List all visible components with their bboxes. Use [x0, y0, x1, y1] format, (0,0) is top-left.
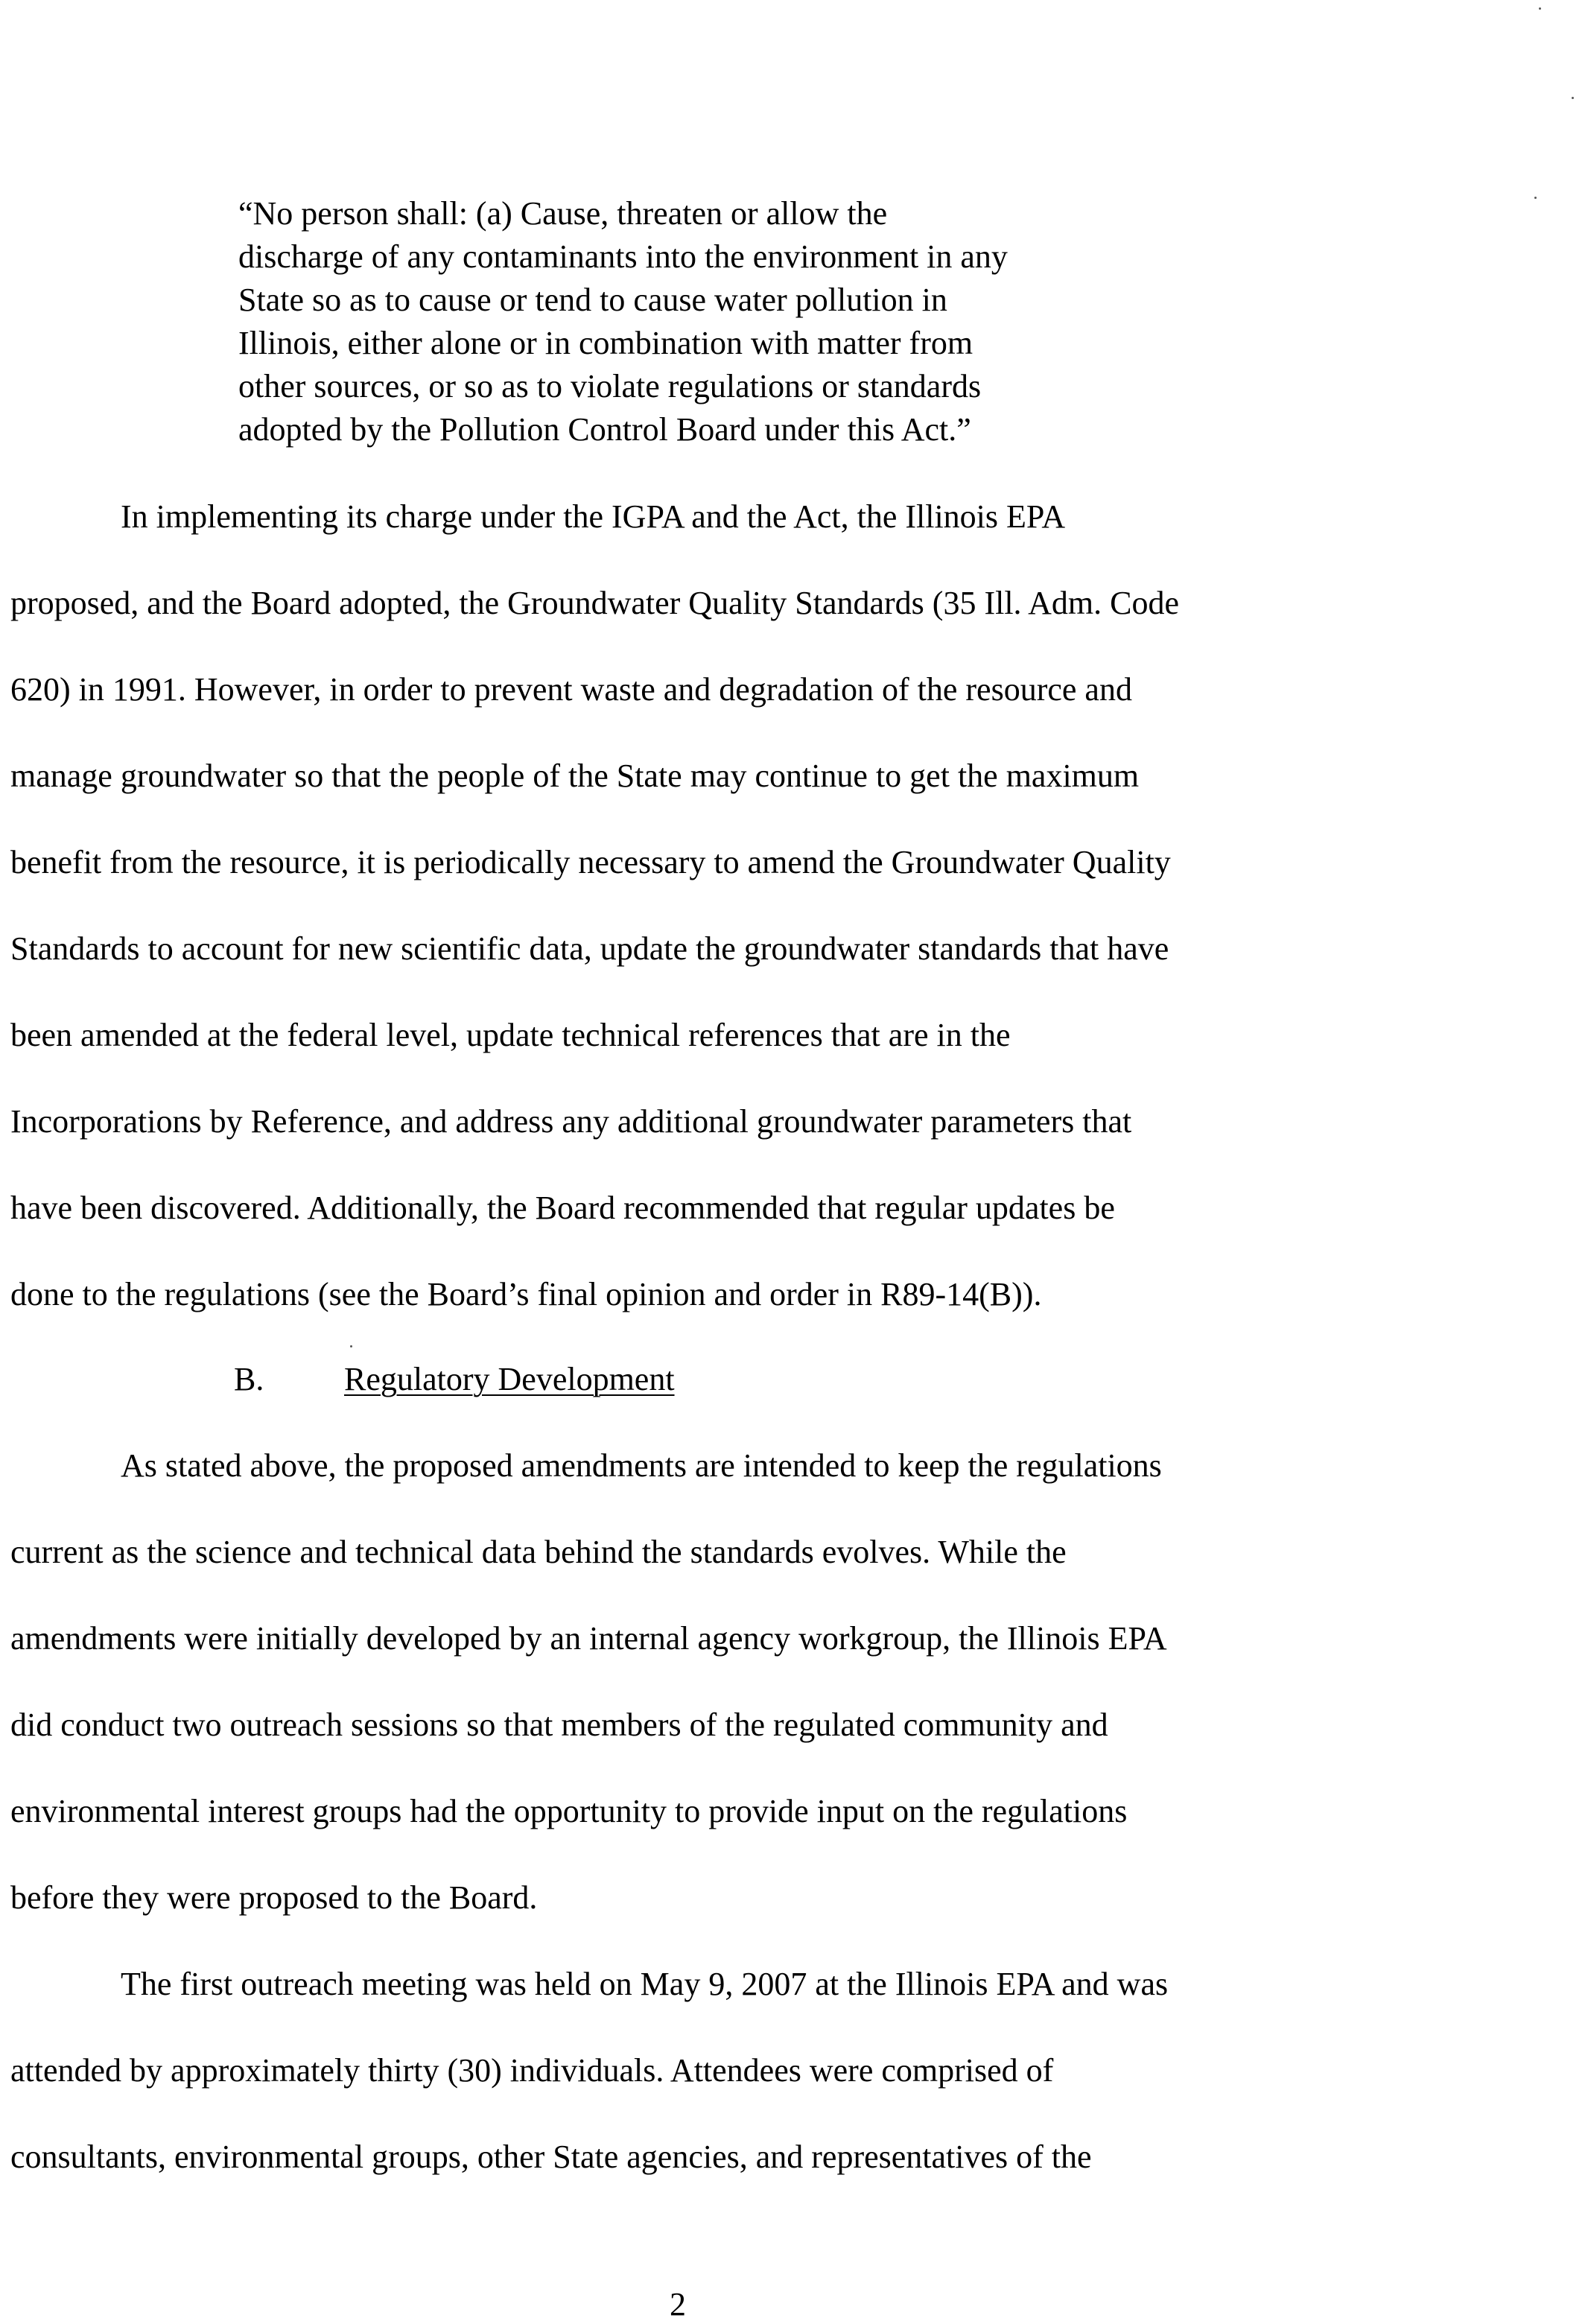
paragraph-line: consultants, environmental groups, other State agencies, and representatives of the [10, 2139, 1092, 2175]
paragraph-line: Incorporations by Reference, and address any additional groundwater parameters that [10, 1103, 1132, 1140]
quote-line: Illinois, either alone or in combination with matter from [238, 325, 973, 361]
quote-line: adopted by the Pollution Control Board under this Act.” [238, 411, 971, 448]
statute-quote [238, 192, 1207, 451]
scan-speck [1539, 7, 1541, 10]
paragraph-line: done to the regulations (see the Board’s final opinion and order in R89-14(B)). [10, 1276, 1042, 1312]
paragraph-line: 620) in 1991. However, in order to prevent waste and degradation of the resource and [10, 671, 1132, 708]
paragraph-line: proposed, and the Board adopted, the Groundwater Quality Standards (35 Ill. Adm. Code [10, 585, 1180, 621]
paragraph-line: environmental interest groups had the opportunity to provide input on the regulations [10, 1793, 1128, 1829]
paragraph-line: In implementing its charge under the IGPA and the Act, the Illinois EPA [121, 498, 1066, 535]
paragraph-line: manage groundwater so that the people of the State may continue to get the maximum [10, 758, 1140, 794]
scan-speck [1572, 97, 1574, 99]
paragraph-line: before they were proposed to the Board. [10, 1879, 538, 1916]
paragraph-line: As stated above, the proposed amendments are intended to keep the regulations [121, 1447, 1162, 1484]
quote-line: State so as to cause or tend to cause water pollution in [238, 282, 947, 318]
paragraph-line: The first outreach meeting was held on May 9, 2007 at the Illinois EPA and was [121, 1966, 1169, 2002]
paragraph-line: been amended at the federal level, update technical references that are in the [10, 1017, 1011, 1053]
paragraph-line: did conduct two outreach sessions so that members of the regulated community and [10, 1707, 1108, 1743]
paragraph-line: benefit from the resource, it is periodically necessary to amend the Groundwater Quality [10, 844, 1171, 880]
quote-line: other sources, or so as to violate regulations or standards [238, 368, 982, 404]
scan-speck [1534, 197, 1537, 199]
section-letter: B. [234, 1361, 264, 1397]
paragraph-line: current as the science and technical data behind the standards evolves. While the [10, 1534, 1067, 1570]
section-title: Regulatory Development [344, 1361, 675, 1397]
paragraph-line: amendments were initially developed by an internal agency workgroup, the Illinois EPA [10, 1620, 1167, 1657]
page-number: 2 [670, 2286, 686, 2323]
paragraph-line: attended by approximately thirty (30) individuals. Attendees were comprised of [10, 2052, 1054, 2089]
scan-speck [350, 1345, 352, 1347]
paragraph-line: Standards to account for new scientific data, update the groundwater standards that have [10, 930, 1169, 967]
quote-line: discharge of any contaminants into the environment in any [238, 238, 1008, 275]
paragraph-line: have been discovered. Additionally, the Board recommended that regular updates be [10, 1190, 1115, 1226]
quote-line: “No person shall: (a) Cause, threaten or allow the [238, 195, 888, 232]
